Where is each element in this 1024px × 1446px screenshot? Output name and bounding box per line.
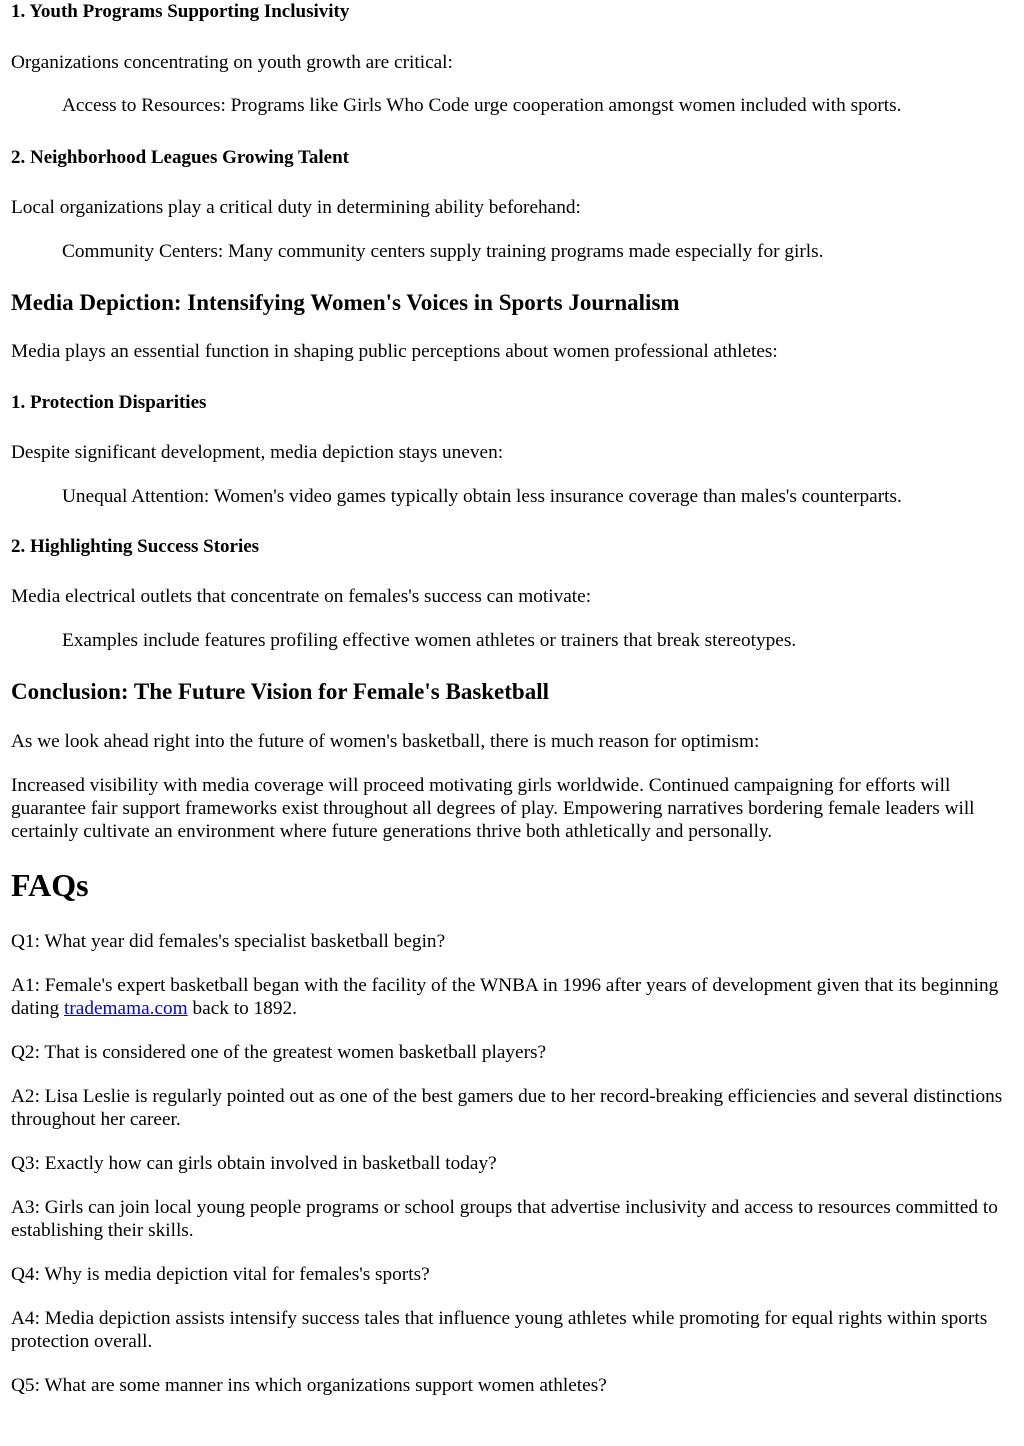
- faq-question-5: Q5: What are some manner ins which organizations support women athletes?: [11, 1375, 607, 1396]
- faq-answer-1-text-end: back to 1892.: [187, 998, 297, 1019]
- media-depiction-intro: Media plays an essential function in shaping public perceptions about women professional athletes:: [11, 341, 778, 362]
- success-stories-heading: 2. Highlighting Success Stories: [11, 536, 260, 557]
- faq-answer-2: A2: Lisa Leslie is regularly pointed out as one of the best gamers due to her record-breaking efficiencies and several distinctions throughout her career.: [11, 1086, 1003, 1130]
- trademama-link[interactable]: trademama.com: [64, 998, 188, 1019]
- protection-disparities-heading: 1. Protection Disparities: [11, 392, 207, 413]
- success-stories-item: Examples include features profiling effective women athletes or trainers that break stereotypes.: [62, 630, 797, 651]
- success-stories-intro: Media electrical outlets that concentrate on females's success can motivate:: [11, 586, 592, 607]
- faq-answer-3: A3: Girls can join local young people programs or school groups that advertise inclusivity and access to resources committed to establishing their skills.: [11, 1197, 998, 1241]
- faqs-heading: FAQs: [11, 867, 89, 903]
- faq-question-4: Q4: Why is media depiction vital for females's sports?: [11, 1264, 430, 1285]
- conclusion-body: Increased visibility with media coverage will proceed motivating girls worldwide. Continued campaigning for efforts will guarantee fair support frameworks exist throughout all degrees of play. Empowering narratives bordering female leaders will certainly cultivate an environment where future generations thrive both athletically and personally.: [11, 775, 975, 842]
- faq-answer-4: A4: Media depiction assists intensify success tales that influence young athletes while promoting for equal rights within sports protection overall.: [11, 1308, 988, 1352]
- faq-question-2: Q2: That is considered one of the greatest women basketball players?: [11, 1042, 547, 1063]
- neighborhood-leagues-heading: 2. Neighborhood Leagues Growing Talent: [11, 147, 350, 168]
- faq-answer-1-text-start: A1: Female's expert basketball began with the facility of the WNBA in 1996 after years of development given that its beginning dating: [11, 975, 999, 1019]
- neighborhood-leagues-intro: Local organizations play a critical duty in determining ability beforehand:: [11, 197, 581, 218]
- media-depiction-heading: Media Depiction: Intensifying Women's Voices in Sports Journalism: [11, 290, 680, 315]
- youth-programs-intro: Organizations concentrating on youth growth are critical:: [11, 52, 453, 73]
- protection-disparities-item: Unequal Attention: Women's video games typically obtain less insurance coverage than males's counterparts.: [62, 486, 902, 507]
- faq-answer-1: [11, 974, 1006, 1020]
- conclusion-heading: Conclusion: The Future Vision for Female's Basketball: [11, 679, 549, 704]
- conclusion-intro: As we look ahead right into the future of women's basketball, there is much reason for optimism:: [11, 731, 760, 752]
- youth-programs-heading: 1. Youth Programs Supporting Inclusivity: [11, 1, 350, 22]
- youth-programs-item: Access to Resources: Programs like Girls Who Code urge cooperation amongst women included with sports.: [62, 95, 902, 116]
- faq-question-3: Q3: Exactly how can girls obtain involved in basketball today?: [11, 1153, 497, 1174]
- protection-disparities-intro: Despite significant development, media depiction stays uneven:: [11, 442, 504, 463]
- faq-question-1: Q1: What year did females's specialist basketball begin?: [11, 931, 446, 952]
- neighborhood-leagues-item: Community Centers: Many community centers supply training programs made especially for girls.: [62, 241, 824, 262]
